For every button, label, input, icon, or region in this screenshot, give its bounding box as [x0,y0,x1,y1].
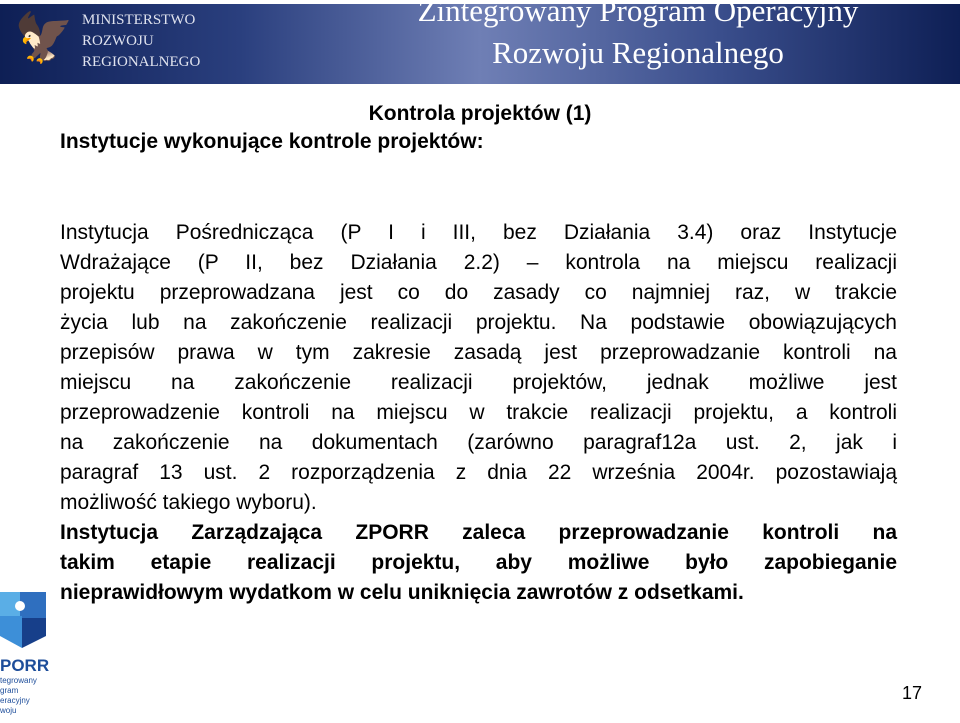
porr-logo-text: PORR [0,656,50,675]
text-line: życia lub na zakończenie realizacji projektu. Na podstawie obowiązujących [60,311,897,334]
ministry-line: ROZWOJU [82,33,154,49]
text-line: Wdrażające (P II, bez Działania 2.2) – kontrola na miejscu realizacji [60,251,897,274]
logo-sub-line: tegrowany [0,676,37,685]
slide-title: Kontrola projektów (1) [368,102,592,125]
text-line: projektu przeprowadzana jest co do zasady co najmniej raz, w trakcie [60,281,897,304]
paragraph-1 [60,218,897,518]
page-number: 17 [901,683,922,703]
program-title-line: Rozwoju Regionalnego [492,35,784,70]
program-title-line: Zintegrowany Program Operacyjny [417,0,859,28]
eagle-emblem-icon: 🦅 [14,12,74,65]
porr-logo-subtext [0,676,37,716]
text-line: Instytucja Pośrednicząca (P I i III, bez Działania 3.4) oraz Instytucje [60,221,897,244]
text-line: przeprowadzenie kontroli na miejscu w trakcie realizacji projektu, a kontroli [60,401,897,424]
slide-subtitle: Instytucje wykonujące kontrole projektów: [60,130,484,153]
text-line: paragraf 13 ust. 2 rozporządzenia z dnia 22 września 2004r. pozostawiają [60,461,897,484]
text-line: Instytucja Zarządzająca ZPORR zaleca przeprowadzanie kontroli na [60,521,897,544]
logo-sub-line: eracyjny [0,696,30,705]
text-line: takim etapie realizacji projektu, aby możliwe było zapobieganie [60,551,897,574]
ministry-line: REGIONALNEGO [82,54,201,70]
ministry-logo-text [82,10,200,73]
text-line: przepisów prawa w tym zakresie zasadą jest przeprowadzanie kontroli na [60,341,897,364]
paragraph-2 [60,518,897,608]
text-line: nieprawidłowym wydatkom w celu uniknięcia zawrotów z odsetkami. [60,581,744,604]
header-banner [0,0,960,84]
program-title [300,0,960,74]
puzzle-logo-icon [0,588,46,648]
text-line: na zakończenie na dokumentach (zarówno paragraf12a ust. 2, jak i [60,431,897,454]
text-line: możliwość takiego wyboru). [60,491,317,514]
text-line: miejscu na zakończenie realizacji projektów, jednak możliwe jest [60,371,897,394]
slide-body [60,218,897,608]
logo-sub-line: gram [0,686,19,695]
ministry-line: MINISTERSTWO [82,12,196,28]
logo-sub-line: woju [0,706,17,715]
